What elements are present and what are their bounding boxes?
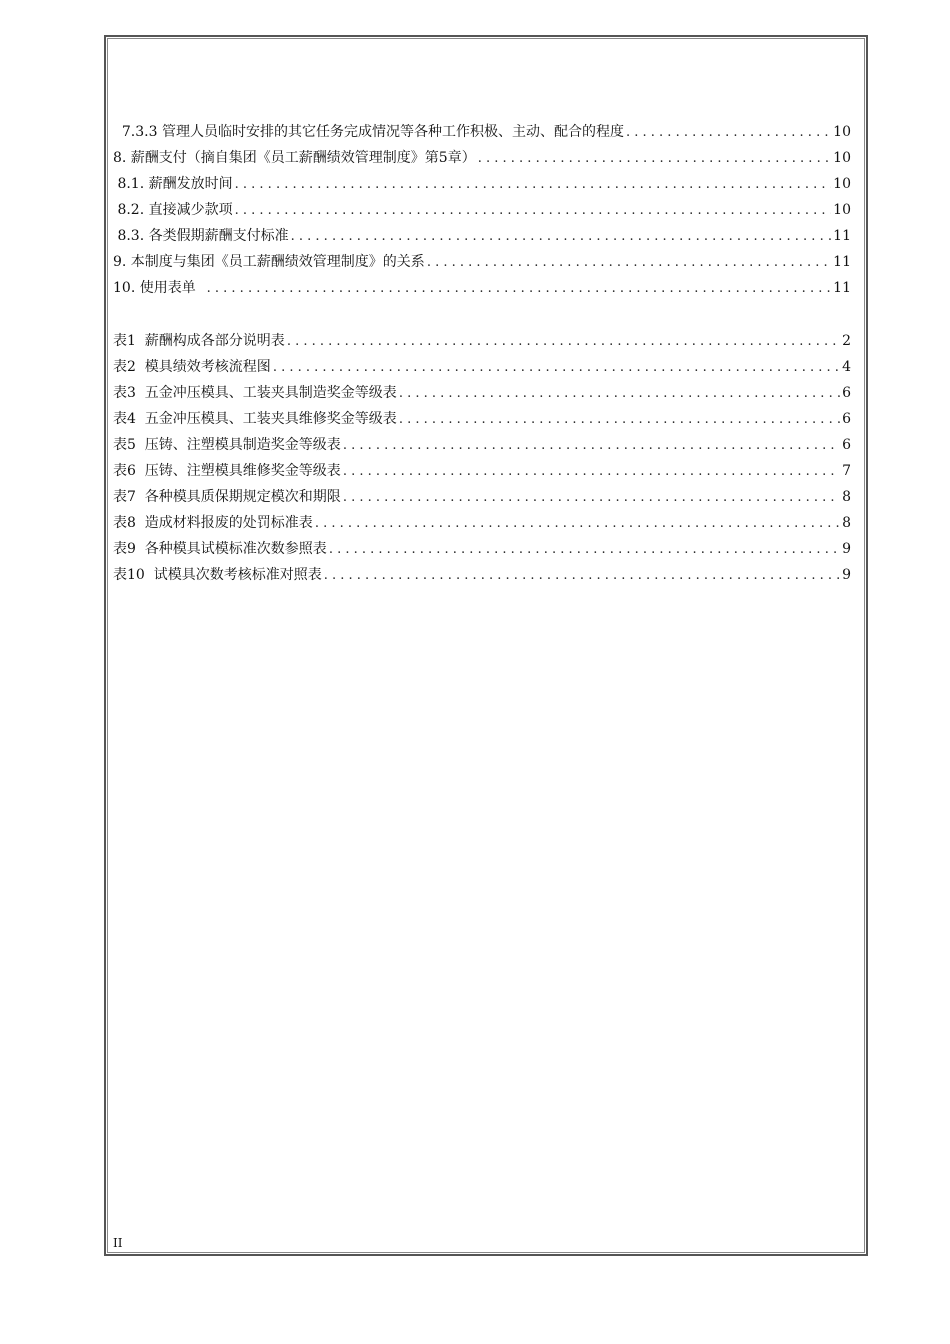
toc-entry[interactable] [113,173,851,199]
toc-leader [207,281,832,296]
table-entry-page: 8 [842,489,851,505]
table-entry-title: 表3 五金冲压模具、工装夹具制造奖金等级表 [113,385,397,401]
table-entry-title: 表10 试模具次数考核标准对照表 [113,567,322,583]
toc-leader [324,568,840,583]
table-entry[interactable] [113,486,851,512]
toc-leader [478,151,831,166]
table-entry[interactable] [113,512,851,538]
table-entry-page: 6 [842,437,851,453]
toc-entry-page: 10 [833,202,851,218]
table-entry-page: 7 [842,463,851,479]
table-entry[interactable] [113,356,851,382]
toc-leader [399,412,840,427]
toc-entry-title: 10. 使用表单 [113,280,205,296]
toc-leader [315,516,840,531]
table-entry-title: 表2 模具绩效考核流程图 [113,359,271,375]
toc-entry-title: 8.3. 各类假期薪酬支付标准 [113,228,289,244]
table-entry[interactable] [113,330,851,356]
toc-leader [273,360,840,375]
toc-leader [291,229,832,244]
toc-leader [399,386,840,401]
toc-entry[interactable] [113,277,851,303]
table-entry-title: 表8 造成材料报废的处罚标准表 [113,515,313,531]
table-entry-page: 4 [842,359,851,375]
table-entry-title: 表5 压铸、注塑模具制造奖金等级表 [113,437,341,453]
table-entry[interactable] [113,382,851,408]
table-entry[interactable] [113,564,851,590]
toc-entry[interactable] [113,121,851,147]
table-entry[interactable] [113,408,851,434]
toc-leader [329,542,840,557]
toc-entry-page: 10 [833,124,851,140]
toc-entry-page: 10 [833,150,851,166]
toc-leader [235,177,832,192]
toc-entry[interactable] [113,251,851,277]
toc-leader [287,334,840,349]
table-list [113,330,851,590]
toc-leader [343,464,840,479]
table-entry[interactable] [113,538,851,564]
toc-entry-page: 10 [833,176,851,192]
table-entry-title: 表9 各种模具试模标准次数参照表 [113,541,327,557]
toc-leader [626,125,831,140]
toc-leader [343,438,840,453]
table-entry[interactable] [113,434,851,460]
toc-entry-page: 11 [833,228,851,244]
table-entry-page: 2 [842,333,851,349]
toc-entry-title: 8.2. 直接减少款项 [113,202,233,218]
toc-sections [113,121,851,303]
table-entry-page: 9 [842,541,851,557]
toc-entry-title: 8. 薪酬支付（摘自集团《员工薪酬绩效管理制度》第5章） [113,150,476,166]
toc-entry[interactable] [113,225,851,251]
table-entry-title: 表6 压铸、注塑模具维修奖金等级表 [113,463,341,479]
toc-entry-page: 11 [833,254,851,270]
table-entry-title: 表4 五金冲压模具、工装夹具维修奖金等级表 [113,411,397,427]
toc-entry[interactable] [113,199,851,225]
table-entry-page: 8 [842,515,851,531]
table-entry[interactable] [113,460,851,486]
toc-entry-title: 8.1. 薪酬发放时间 [113,176,233,192]
table-entry-title: 表7 各种模具质保期规定模次和期限 [113,489,341,505]
toc-leader [235,203,832,218]
toc-entry-title: 9. 本制度与集团《员工薪酬绩效管理制度》的关系 [113,254,425,270]
toc-leader [343,490,840,505]
toc-entry-title: 7.3.3 管理人员临时安排的其它任务完成情况等各种工作积极、主动、配合的程度 [113,124,624,140]
table-entry-title: 表1 薪酬构成各部分说明表 [113,333,285,349]
table-entry-page: 6 [842,411,851,427]
table-entry-page: 6 [842,385,851,401]
page-number: II [113,1236,123,1250]
toc-entry-page: 11 [833,280,851,296]
toc-leader [427,255,831,270]
table-entry-page: 9 [842,567,851,583]
toc-entry[interactable] [113,147,851,173]
